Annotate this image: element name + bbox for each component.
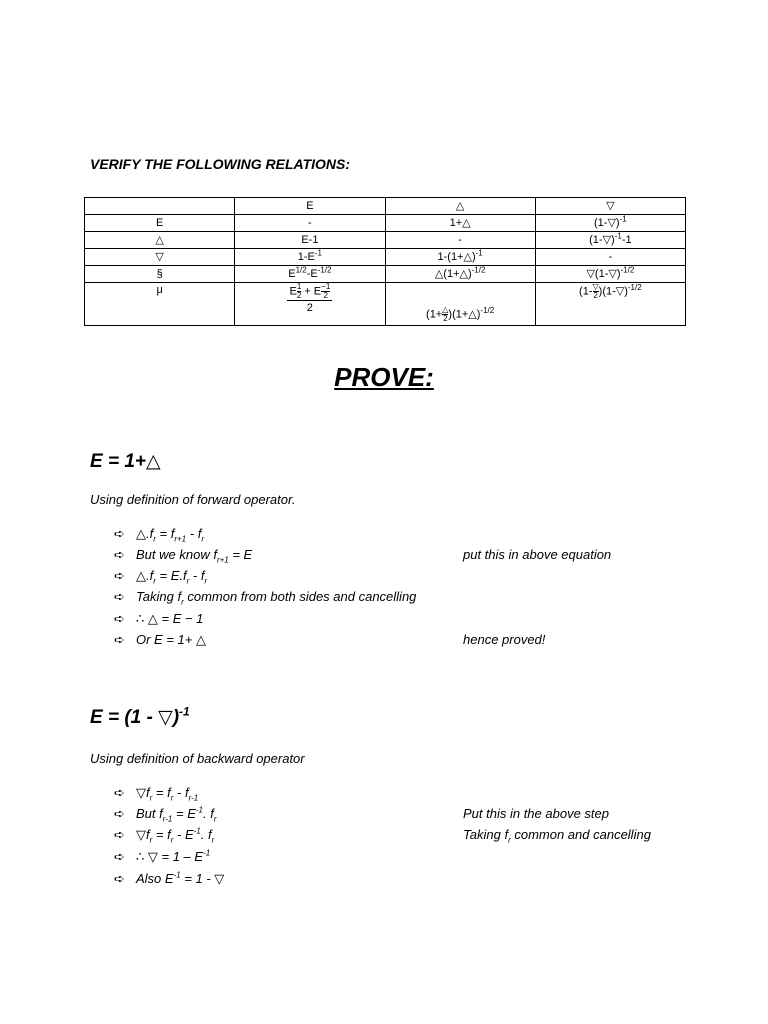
- step-note: Taking $f_r$ common and cancelling: [463, 827, 651, 845]
- arrow-icon: ➪: [114, 849, 125, 864]
- table-cell: (1- ▽ 2 )(1-▽)$^{-1/2}$: [535, 283, 685, 326]
- table-row: [85, 215, 686, 232]
- table-cell: $E^{1/2}-E^{-1/2}$: [235, 266, 385, 283]
- table-cell: ▽(1-▽)$^{-1/2}$: [535, 266, 685, 283]
- arrow-icon: ➪: [114, 611, 125, 626]
- header-cell-delta: △: [385, 198, 535, 215]
- row-label: μ: [85, 283, 235, 326]
- table-cell: 1-(1+△)$^{-1}$: [385, 249, 535, 266]
- table-cell: (1-▽)$^{-1}$-1: [535, 232, 685, 249]
- list-item: ➪ But $f_{r-1} = E^{-1}$. $f_r$: [114, 805, 217, 824]
- table-cell: (1-▽)$^{-1}$: [535, 215, 685, 232]
- list-item: ➪ Also $E^{-1} = 1$ - ▽: [114, 870, 225, 886]
- table-header-row: [85, 198, 686, 215]
- row-label: △: [85, 232, 235, 249]
- relations-table: [84, 197, 686, 326]
- list-item: ➪ $▽f_r = f_r - E^{-1}$. $f_r$: [114, 826, 215, 845]
- table-cell: △(1+△)$^{-1/2}$: [385, 266, 535, 283]
- section1-heading: E = 1+△: [90, 451, 161, 472]
- section2-intro: Using definition of backward operator: [90, 751, 305, 766]
- table-cell: -: [385, 232, 535, 249]
- arrow-icon: ➪: [114, 547, 125, 562]
- table-cell: $1-E^{-1}$: [235, 249, 385, 266]
- table-cell: [235, 283, 385, 326]
- list-item: ➪ $\triangle.f_r = f_{r+1} - f_r$: [114, 526, 204, 544]
- table-cell: (1+ △ 2 )(1+△)$^{-1/2}$: [385, 283, 535, 326]
- table-row: [85, 266, 686, 283]
- table-row: [85, 283, 686, 326]
- row-label: §: [85, 266, 235, 283]
- list-item: ➪ ∴ △ = E − 1: [114, 611, 204, 626]
- list-item: ➪ But we know $f_{r+1} = E$: [114, 547, 253, 565]
- mu-e-fraction: E $\frac{1}{2}$ + E $\frac{-1}{2}$ 2: [289, 282, 331, 314]
- header-cell-nabla: ▽: [535, 198, 685, 215]
- arrow-icon: ➪: [114, 785, 125, 800]
- arrow-icon: ➪: [114, 806, 125, 821]
- step-note: put this in above equation: [463, 547, 612, 562]
- section2-heading: E = (1 - ▽)$^{-1}$: [90, 704, 190, 728]
- list-item: ➪ ∴ ▽ = $1 - E^{-1}$: [114, 848, 211, 864]
- table-cell: -: [535, 249, 685, 266]
- header-cell-empty: [85, 198, 235, 215]
- table-row: [85, 249, 686, 266]
- table-row: [85, 232, 686, 249]
- row-label: E: [85, 215, 235, 232]
- header-cell-e: E: [235, 198, 385, 215]
- table-cell: E-1: [235, 232, 385, 249]
- table-cell: -: [235, 215, 385, 232]
- arrow-icon: ➪: [114, 871, 125, 886]
- list-item: ➪ $\triangle.f_r = E.f_r - f_r$: [114, 568, 208, 586]
- arrow-icon: ➪: [114, 827, 125, 842]
- arrow-icon: ➪: [114, 632, 125, 647]
- row-label: ▽: [85, 249, 235, 266]
- prove-heading: PROVE:: [334, 362, 434, 392]
- section1-intro: Using definition of forward operator.: [90, 492, 296, 507]
- arrow-icon: ➪: [114, 526, 125, 541]
- step-note: hence proved!: [463, 632, 546, 647]
- arrow-icon: ➪: [114, 589, 125, 604]
- arrow-icon: ➪: [114, 568, 125, 583]
- list-item: ➪ $▽f_r = f_r - f_{r-1}$: [114, 785, 199, 803]
- list-item: ➪ Or E = 1+ △: [114, 632, 206, 647]
- step-note: Put this in the above step: [463, 806, 609, 821]
- table-cell: 1+△: [385, 215, 535, 232]
- list-item: ➪ Taking $f_r$ common from both sides and cancelling: [114, 589, 417, 607]
- page-title: VERIFY THE FOLLOWING RELATIONS:: [90, 156, 351, 172]
